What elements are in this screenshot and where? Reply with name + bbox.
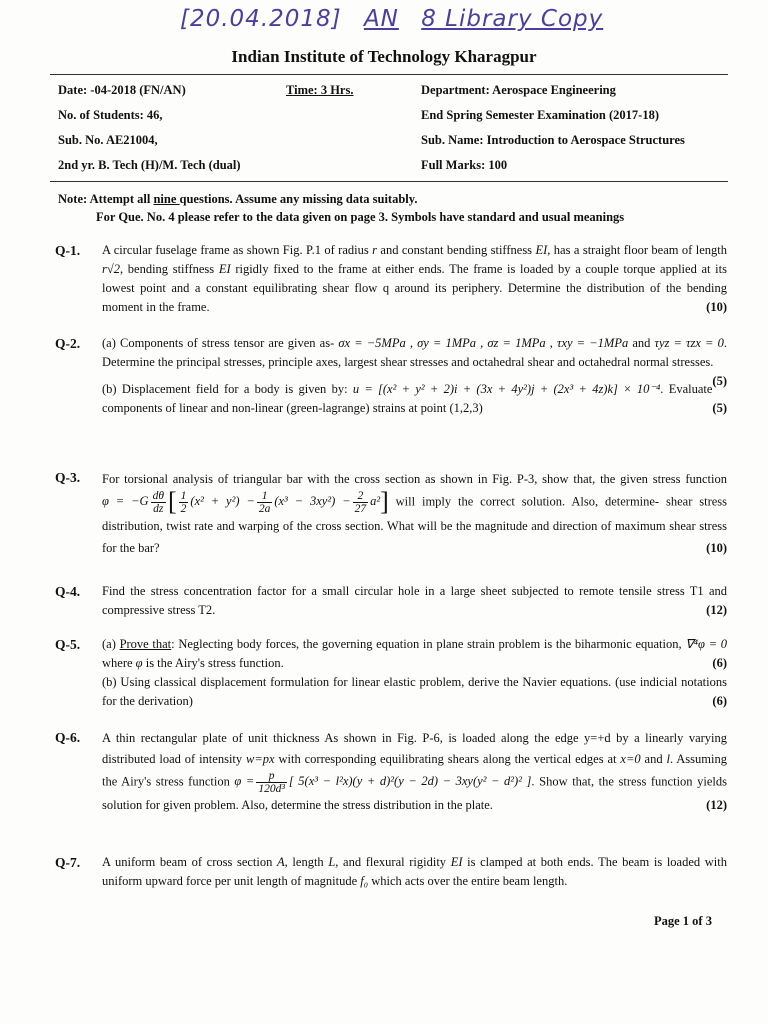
q3-text: will imply the correct solution. Also, determine- shear stress distribution, twist rate and warping of the cross section. What will be the magnitude and direction of maximum shear stress for the bar?	[102, 494, 728, 555]
marks: (6)	[712, 694, 727, 708]
q1-ei: EI	[535, 243, 548, 257]
q3-text: For torsional analysis of triangular bar with the cross section as shown in Fig. P-3, show that, the given stress function	[102, 472, 727, 486]
q6-x0: x=0	[620, 752, 641, 766]
q6-text: and	[640, 752, 667, 766]
question-number: Q-2.	[55, 336, 81, 351]
q1-ei: EI	[218, 262, 231, 276]
q6-stress-function	[234, 770, 532, 795]
meta-time: Time: 3 Hrs.	[286, 83, 354, 97]
meta-marks: Full Marks: 100	[421, 158, 508, 172]
q2b-text: . Evaluate components of linear and non-linear (green-lagrange) strains at point (1,2,3)	[102, 382, 713, 415]
q7-ei: EI	[450, 855, 463, 869]
q3-term: (x³ − 3xy²) −	[274, 494, 351, 509]
q3-stress-function: φ = −G $\frac{d\theta}{dz}$ [ $\frac{1}{2}$ (x² + y²) − $\frac{1}{2a}$ (x³ − 3xy²) − $\frac{2}{27}$ a²]	[102, 487, 389, 517]
q2a-equation: σx = −5MPa , σy = 1MPa , σz = 1MPa , τxy = −1MPa	[338, 336, 629, 350]
question-3	[55, 468, 727, 559]
q7-text: , and flexural rigidity	[335, 855, 451, 869]
note-line1-underline: nine	[153, 192, 180, 206]
marks: (12)	[706, 603, 727, 617]
meta-department: Department: Aerospace Engineering	[421, 83, 616, 97]
handwritten-note: 8 Library Copy	[421, 6, 604, 32]
q3-term: a²	[370, 494, 381, 509]
q6-load: w=px	[246, 752, 275, 766]
q1-r: r	[372, 243, 377, 257]
question-number: Q-3.	[55, 470, 81, 485]
q6-expression: [ 5(x³ − l²x)(y + d)²(y − 2d) − 3xy(y² − d²)² ]	[288, 774, 532, 789]
q7-text: is clamped at both ends. The beam is loaded with uniform upward force per unit length of magnitude	[102, 855, 728, 888]
note-line2: For Que. No. 4 please refer to the data given on page 3. Symbols have standard and usual meanings	[96, 210, 625, 224]
page-number: Page 1 of 3	[654, 914, 712, 928]
q7-text: , length	[284, 855, 329, 869]
q5b-text: (b) Using classical displacement formulation for linear elastic problem, derive the Navier equations. (use indicial notations for the derivation)	[102, 675, 727, 708]
meta-program: 2nd yr. B. Tech (H)/M. Tech (dual)	[58, 158, 241, 172]
q1-text: rigidly fixed to the frame at either ends. The frame is loaded by a couple torque applied at its lowest point and a constant equilibrating shear flow q around its periphery. Determine the distribution of the bending moment in the frame.	[102, 262, 727, 314]
q7-text: A uniform beam of cross section	[102, 855, 278, 869]
question-number: Q-4.	[55, 584, 81, 599]
meta-sub-name: Sub. Name: Introduction to Aerospace Structures	[421, 133, 685, 147]
frac-num: dθ	[152, 490, 164, 502]
q6-text: . Assuming the Airy's stress function	[102, 752, 727, 789]
marks: (5)	[712, 374, 727, 388]
note-line1-a: Note: Attempt all	[58, 192, 154, 206]
q5a-text: (a)	[102, 637, 120, 651]
meta-exam: End Spring Semester Examination (2017-18)	[421, 108, 659, 122]
q2a-text: . Determine the principal stresses, principle axes, largest shear stresses and octahedral shear and octahedral normal stresses.	[102, 336, 727, 369]
q4-text: Find the stress concentration factor for a small circular hole in a large sheet subjected to remote tensile stress T1 and compressive stress T2.	[102, 584, 727, 617]
marks: (12)	[706, 798, 727, 812]
frac-num: 1	[257, 490, 273, 503]
meta-sub-no: Sub. No. AE21004,	[58, 133, 158, 147]
meta-date: Date: -04-2018 (FN/AN)	[58, 83, 186, 97]
q5a-phi: φ	[135, 656, 143, 670]
q5a-text: is the Airy's stress function.	[142, 656, 284, 670]
note-line1-b: questions. Assume any missing data suitably.	[179, 192, 418, 206]
frac-den: 2	[180, 503, 187, 515]
frac-den: dz	[153, 503, 164, 515]
q3-phi: φ = −G	[102, 494, 149, 509]
q1-length: r√2	[102, 262, 120, 276]
q2a-text: and	[628, 336, 655, 350]
question-number: Q-1.	[55, 243, 81, 258]
meta-students: No. of Students: 46,	[58, 108, 163, 122]
frac-num: p	[256, 770, 286, 783]
question-number: Q-5.	[55, 637, 81, 652]
q2a-equation: τyz = τzx = 0	[654, 336, 724, 350]
frac-num: 2	[353, 490, 369, 503]
handwritten-annotation	[180, 6, 604, 32]
institute-title: Indian Institute of Technology Kharagpur	[231, 47, 537, 66]
q1-text: , has a straight floor beam of length	[547, 243, 727, 257]
q6-text: . Show that, the stress function yields solution for given problem. Also, determine the stress distribution in the plate.	[102, 774, 728, 812]
q2b-equation: u = [(x² + y² + 2)i + (3x + 4y²)j + (2x³ + 4z)k] × 10⁻⁴	[352, 382, 661, 396]
q5a-equation: ∇⁴φ = 0	[685, 637, 727, 651]
q3-term: (x² + y²) −	[190, 494, 255, 509]
meta-rule	[50, 181, 728, 182]
marks: (10)	[706, 541, 727, 555]
q2a-text: (a) Components of stress tensor are given as-	[102, 336, 339, 350]
q1-text: and constant bending stiffness	[377, 243, 536, 257]
q6-text: with corresponding equilibrating shears along the vertical edges at	[274, 752, 621, 766]
frac-den: 2a	[258, 503, 271, 515]
handwritten-date: [20.04.2018]	[180, 6, 342, 32]
top-rule	[50, 74, 728, 75]
q2b-text: (b) Displacement field for a body is given by:	[102, 382, 353, 396]
question-2	[55, 334, 727, 418]
q7-a: A	[277, 855, 285, 869]
q6-text: A thin rectangular plate of unit thickness As shown in Fig. P-6, is loaded along the edge y=+d by a linearly varying distributed load of intensity	[102, 731, 727, 766]
q7-f0: f₀	[360, 874, 369, 888]
frac-num: 1	[180, 490, 187, 502]
question-number: Q-6.	[55, 730, 81, 745]
q1-text: A circular fuselage frame as shown Fig. P.1 of radius	[102, 243, 373, 257]
handwritten-session: AN	[363, 6, 399, 32]
question-1	[55, 241, 727, 317]
q7-l: L	[328, 855, 336, 869]
question-number: Q-7.	[55, 855, 81, 870]
q7-text: which acts over the entire beam length.	[368, 874, 568, 888]
question-5	[55, 635, 727, 711]
marks: (6)	[712, 656, 727, 670]
exam-note	[58, 190, 726, 226]
question-4	[55, 582, 727, 620]
question-7	[55, 853, 727, 891]
frac-den: 27	[354, 503, 367, 515]
marks: (5)	[712, 401, 727, 415]
q1-text: , bending stiffness	[119, 262, 219, 276]
q5a-text: where	[102, 656, 136, 670]
question-6	[55, 728, 727, 816]
exam-meta	[58, 83, 728, 183]
frac-den: 120d³	[258, 783, 285, 795]
marks: (10)	[706, 300, 727, 314]
q6-phi: φ =	[234, 774, 255, 789]
q5a-prove-that: Prove that	[119, 637, 172, 651]
q5a-text: : Neglecting body forces, the governing equation in plane strain problem is the biharmonic equation,	[171, 637, 686, 651]
q6-l: l	[666, 752, 670, 766]
